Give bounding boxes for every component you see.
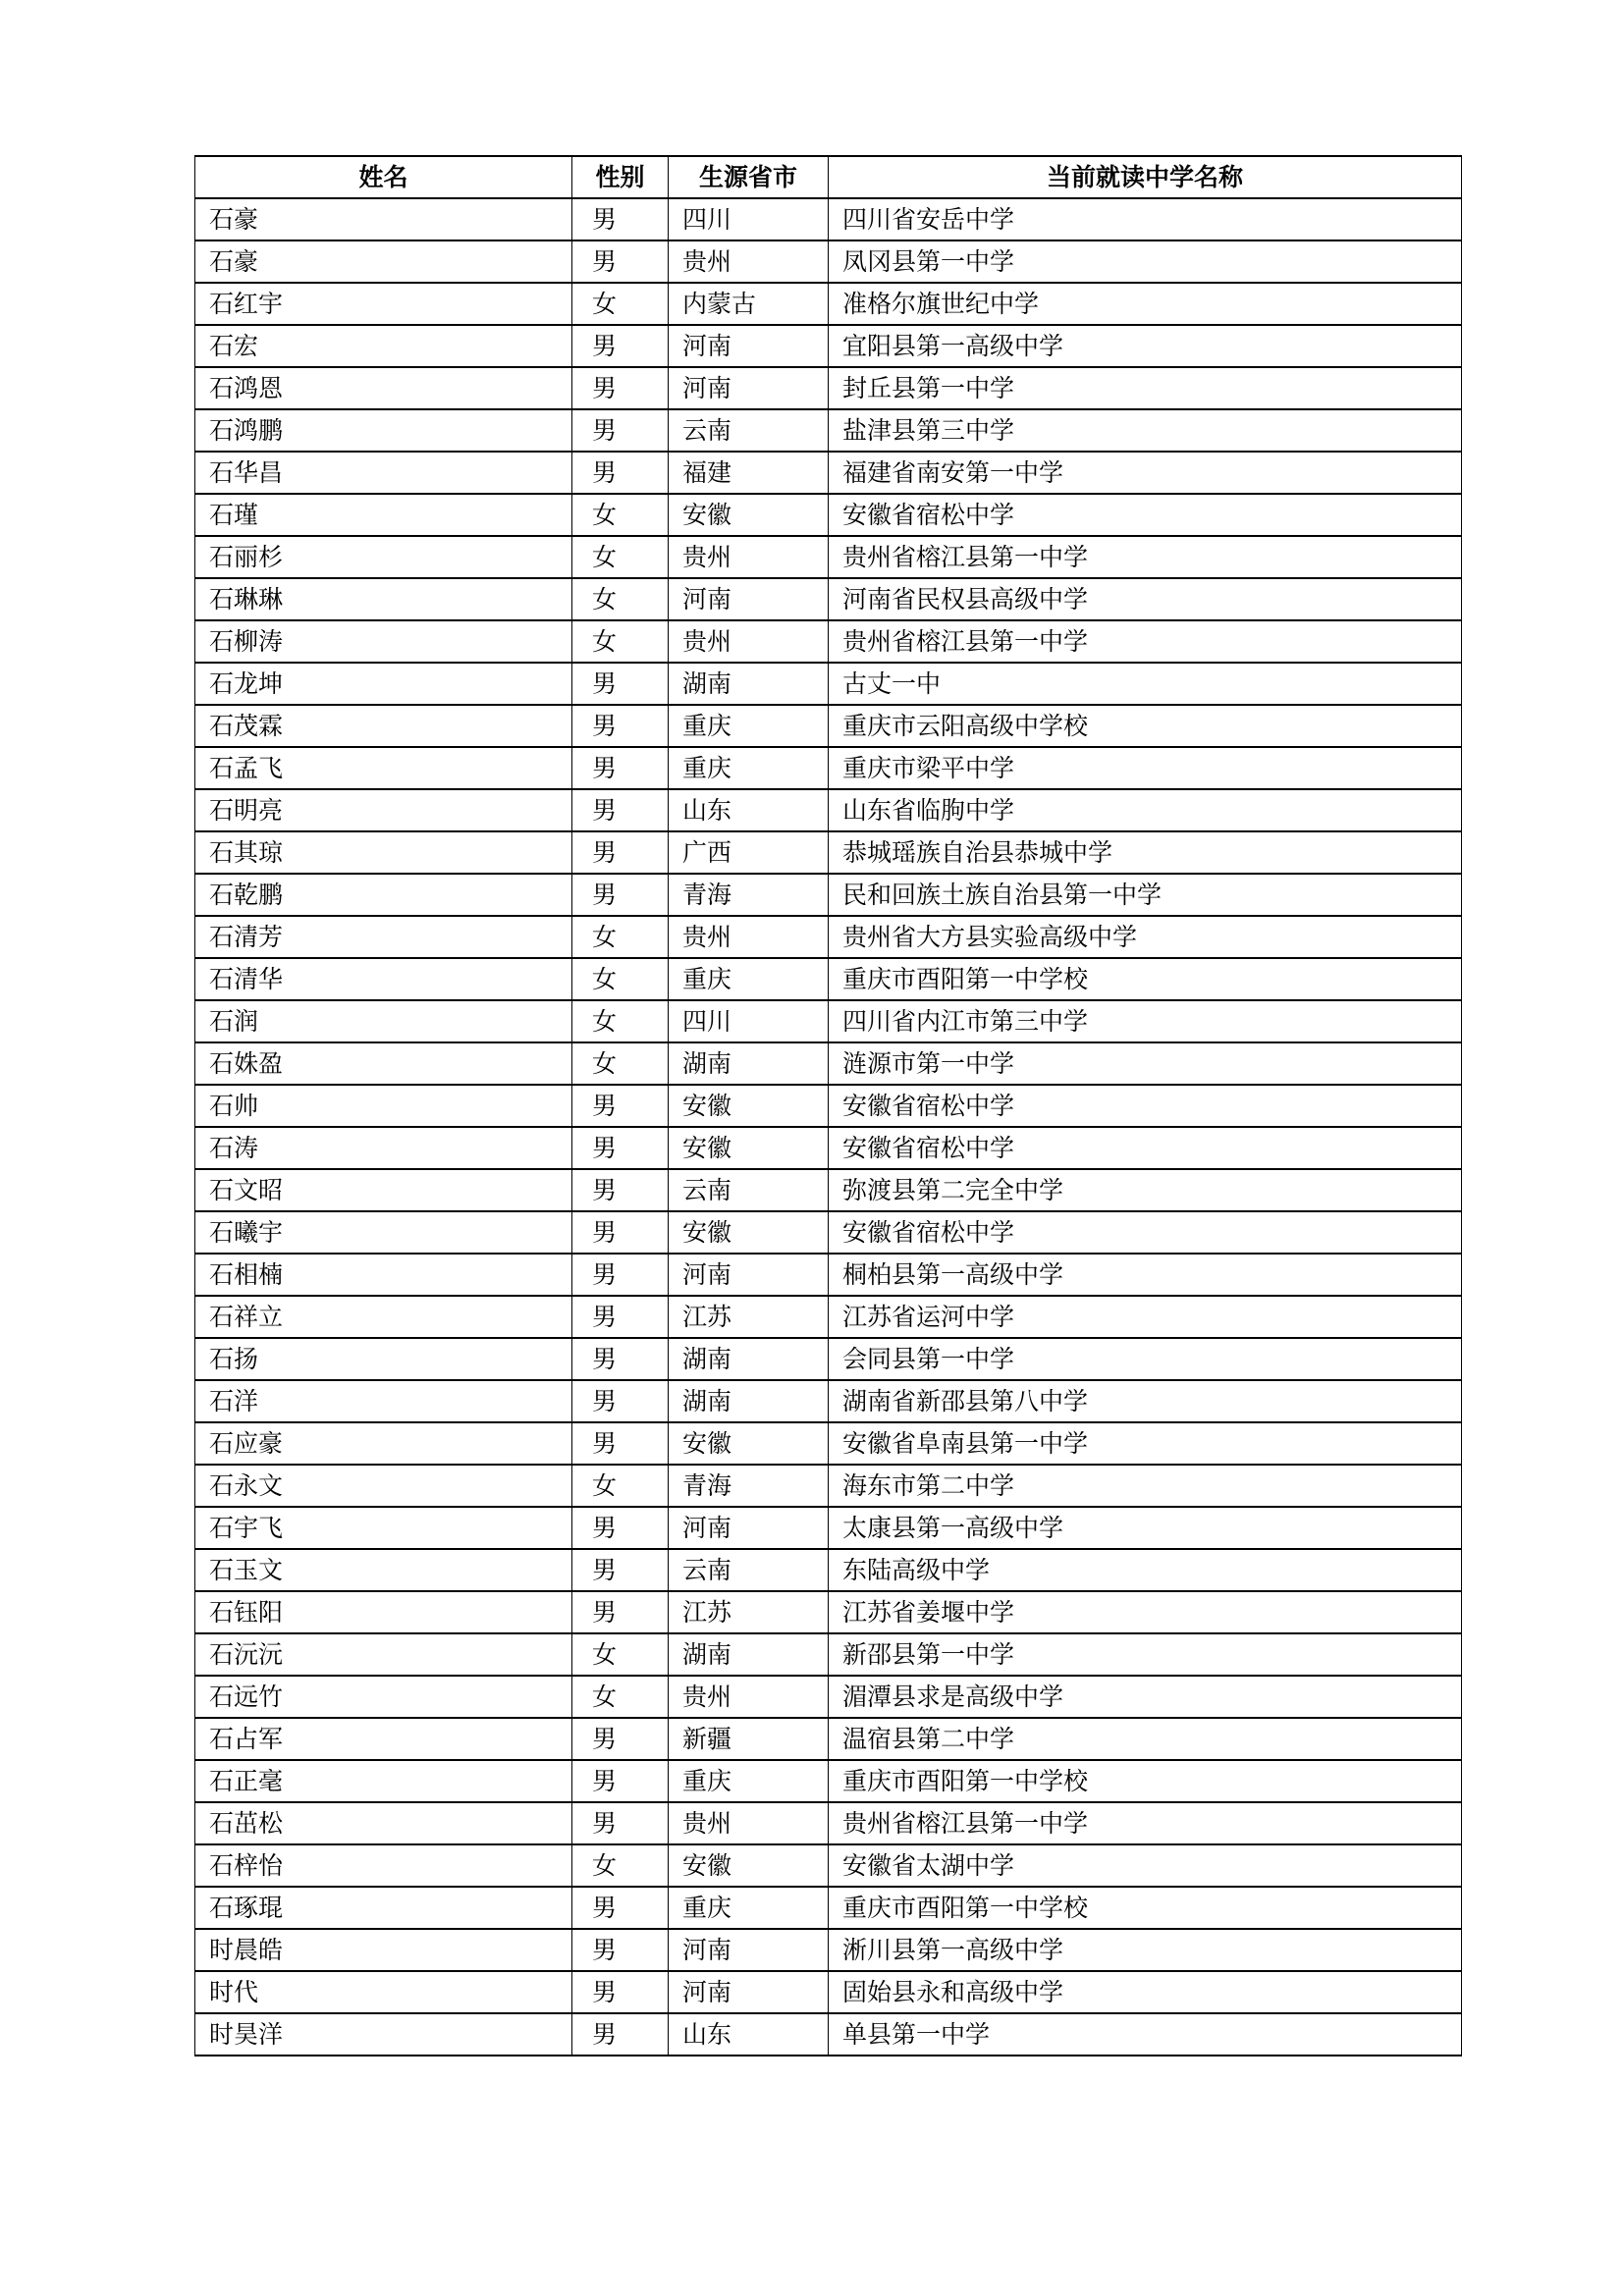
cell-gender: 男 [572, 1718, 669, 1760]
table-row [195, 409, 1462, 452]
table-row [195, 1929, 1462, 1971]
cell-province: 安徽 [669, 1085, 829, 1127]
cell-school: 重庆市酉阳第一中学校 [829, 958, 1462, 1000]
cell-gender: 男 [572, 705, 669, 747]
cell-school: 封丘县第一中学 [829, 367, 1462, 409]
table-row [195, 789, 1462, 831]
cell-school: 宜阳县第一高级中学 [829, 325, 1462, 367]
cell-province: 安徽 [669, 1127, 829, 1169]
cell-school: 安徽省宿松中学 [829, 1085, 1462, 1127]
cell-province: 河南 [669, 1971, 829, 2013]
cell-school: 凤冈县第一中学 [829, 240, 1462, 283]
cell-name: 时代 [195, 1971, 572, 2013]
cell-gender: 男 [572, 663, 669, 705]
cell-name: 石姝盈 [195, 1042, 572, 1085]
cell-school: 海东市第二中学 [829, 1465, 1462, 1507]
cell-name: 石梓怡 [195, 1844, 572, 1887]
cell-province: 重庆 [669, 958, 829, 1000]
cell-province: 云南 [669, 1169, 829, 1211]
cell-school: 江苏省运河中学 [829, 1296, 1462, 1338]
cell-school: 民和回族土族自治县第一中学 [829, 874, 1462, 916]
cell-gender: 男 [572, 1085, 669, 1127]
cell-school: 重庆市梁平中学 [829, 747, 1462, 789]
cell-school: 安徽省阜南县第一中学 [829, 1422, 1462, 1465]
cell-gender: 男 [572, 1422, 669, 1465]
cell-name: 石扬 [195, 1338, 572, 1380]
cell-province: 重庆 [669, 705, 829, 747]
cell-name: 石清华 [195, 958, 572, 1000]
cell-province: 贵州 [669, 620, 829, 663]
cell-province: 青海 [669, 874, 829, 916]
table-row [195, 1000, 1462, 1042]
cell-school: 桐柏县第一高级中学 [829, 1254, 1462, 1296]
student-table [194, 155, 1462, 2056]
cell-gender: 男 [572, 1127, 669, 1169]
cell-name: 石应豪 [195, 1422, 572, 1465]
cell-gender: 女 [572, 620, 669, 663]
cell-school: 温宿县第二中学 [829, 1718, 1462, 1760]
table-row [195, 198, 1462, 240]
cell-gender: 男 [572, 1929, 669, 1971]
table-header-row [195, 156, 1462, 198]
table-row [195, 620, 1462, 663]
cell-province: 重庆 [669, 1887, 829, 1929]
cell-gender: 男 [572, 789, 669, 831]
cell-school: 湄潭县求是高级中学 [829, 1676, 1462, 1718]
cell-name: 石文昭 [195, 1169, 572, 1211]
table-row [195, 325, 1462, 367]
cell-gender: 男 [572, 1507, 669, 1549]
cell-province: 河南 [669, 578, 829, 620]
table-row [195, 1380, 1462, 1422]
cell-name: 石豪 [195, 198, 572, 240]
cell-province: 湖南 [669, 1042, 829, 1085]
table-row [195, 1971, 1462, 2013]
cell-gender: 男 [572, 1254, 669, 1296]
cell-gender: 男 [572, 874, 669, 916]
cell-school: 盐津县第三中学 [829, 409, 1462, 452]
cell-province: 河南 [669, 1507, 829, 1549]
cell-name: 石红宇 [195, 283, 572, 325]
cell-gender: 女 [572, 1042, 669, 1085]
cell-province: 安徽 [669, 1211, 829, 1254]
cell-name: 石永文 [195, 1465, 572, 1507]
cell-province: 湖南 [669, 1633, 829, 1676]
cell-province: 贵州 [669, 1676, 829, 1718]
cell-name: 石琳琳 [195, 578, 572, 620]
cell-gender: 男 [572, 367, 669, 409]
cell-gender: 男 [572, 240, 669, 283]
table-row [195, 1085, 1462, 1127]
table-row [195, 1254, 1462, 1296]
cell-province: 湖南 [669, 663, 829, 705]
table-row [195, 2013, 1462, 2056]
table-row [195, 1549, 1462, 1591]
cell-name: 石乾鹏 [195, 874, 572, 916]
cell-province: 江苏 [669, 1591, 829, 1633]
table-row [195, 705, 1462, 747]
cell-gender: 女 [572, 958, 669, 1000]
cell-school: 单县第一中学 [829, 2013, 1462, 2056]
table-row [195, 1169, 1462, 1211]
cell-gender: 男 [572, 747, 669, 789]
table-row [195, 1296, 1462, 1338]
cell-province: 安徽 [669, 1844, 829, 1887]
table-row [195, 1887, 1462, 1929]
table-row [195, 1591, 1462, 1633]
cell-school: 固始县永和高级中学 [829, 1971, 1462, 2013]
cell-name: 石茂霖 [195, 705, 572, 747]
cell-province: 重庆 [669, 1760, 829, 1802]
cell-name: 石鸿鹏 [195, 409, 572, 452]
cell-gender: 女 [572, 578, 669, 620]
table-row [195, 1042, 1462, 1085]
cell-school: 安徽省太湖中学 [829, 1844, 1462, 1887]
header-school: 当前就读中学名称 [829, 156, 1462, 198]
cell-province: 贵州 [669, 536, 829, 578]
table-row [195, 747, 1462, 789]
table-row [195, 1211, 1462, 1254]
cell-school: 会同县第一中学 [829, 1338, 1462, 1380]
table-row [195, 1507, 1462, 1549]
cell-gender: 男 [572, 409, 669, 452]
cell-name: 石瑾 [195, 494, 572, 536]
table-row [195, 536, 1462, 578]
table-row [195, 663, 1462, 705]
cell-province: 内蒙古 [669, 283, 829, 325]
cell-school: 四川省安岳中学 [829, 198, 1462, 240]
table-row [195, 1844, 1462, 1887]
cell-gender: 男 [572, 325, 669, 367]
table-row [195, 452, 1462, 494]
cell-gender: 女 [572, 1844, 669, 1887]
cell-school: 贵州省榕江县第一中学 [829, 1802, 1462, 1844]
cell-name: 石孟飞 [195, 747, 572, 789]
cell-gender: 男 [572, 1296, 669, 1338]
cell-gender: 男 [572, 2013, 669, 2056]
cell-school: 重庆市酉阳第一中学校 [829, 1760, 1462, 1802]
cell-school: 河南省民权县高级中学 [829, 578, 1462, 620]
table-row [195, 367, 1462, 409]
cell-gender: 男 [572, 1971, 669, 2013]
cell-school: 弥渡县第二完全中学 [829, 1169, 1462, 1211]
cell-name: 石琢琨 [195, 1887, 572, 1929]
cell-gender: 男 [572, 831, 669, 874]
table-row [195, 1760, 1462, 1802]
cell-name: 石华昌 [195, 452, 572, 494]
cell-gender: 男 [572, 1211, 669, 1254]
cell-name: 时昊洋 [195, 2013, 572, 2056]
cell-name: 石沅沅 [195, 1633, 572, 1676]
table-row [195, 1127, 1462, 1169]
cell-school: 安徽省宿松中学 [829, 494, 1462, 536]
cell-gender: 男 [572, 452, 669, 494]
table-row [195, 240, 1462, 283]
cell-school: 涟源市第一中学 [829, 1042, 1462, 1085]
cell-name: 石柳涛 [195, 620, 572, 663]
table-row [195, 283, 1462, 325]
cell-name: 石清芳 [195, 916, 572, 958]
cell-name: 石鸿恩 [195, 367, 572, 409]
table-row [195, 958, 1462, 1000]
table-row [195, 916, 1462, 958]
cell-name: 石豪 [195, 240, 572, 283]
cell-school: 东陆高级中学 [829, 1549, 1462, 1591]
cell-province: 云南 [669, 1549, 829, 1591]
cell-name: 石茁松 [195, 1802, 572, 1844]
cell-name: 石宏 [195, 325, 572, 367]
cell-name: 石丽杉 [195, 536, 572, 578]
cell-gender: 男 [572, 1549, 669, 1591]
table-row [195, 874, 1462, 916]
cell-school: 贵州省榕江县第一中学 [829, 536, 1462, 578]
table-row [195, 1465, 1462, 1507]
cell-name: 石涛 [195, 1127, 572, 1169]
cell-province: 湖南 [669, 1380, 829, 1422]
header-gender: 性别 [572, 156, 669, 198]
cell-province: 新疆 [669, 1718, 829, 1760]
cell-name: 石其琼 [195, 831, 572, 874]
cell-gender: 女 [572, 536, 669, 578]
cell-province: 湖南 [669, 1338, 829, 1380]
table-row [195, 1633, 1462, 1676]
cell-gender: 女 [572, 494, 669, 536]
cell-gender: 男 [572, 198, 669, 240]
cell-school: 重庆市云阳高级中学校 [829, 705, 1462, 747]
cell-province: 四川 [669, 198, 829, 240]
cell-province: 贵州 [669, 240, 829, 283]
cell-gender: 男 [572, 1591, 669, 1633]
cell-name: 石占军 [195, 1718, 572, 1760]
cell-province: 山东 [669, 789, 829, 831]
cell-province: 福建 [669, 452, 829, 494]
cell-name: 石相楠 [195, 1254, 572, 1296]
cell-province: 贵州 [669, 1802, 829, 1844]
cell-school: 安徽省宿松中学 [829, 1127, 1462, 1169]
cell-school: 太康县第一高级中学 [829, 1507, 1462, 1549]
table-row [195, 1338, 1462, 1380]
cell-name: 时晨皓 [195, 1929, 572, 1971]
cell-name: 石祥立 [195, 1296, 572, 1338]
cell-school: 山东省临朐中学 [829, 789, 1462, 831]
cell-name: 石钰阳 [195, 1591, 572, 1633]
cell-school: 江苏省姜堰中学 [829, 1591, 1462, 1633]
cell-name: 石帅 [195, 1085, 572, 1127]
cell-province: 四川 [669, 1000, 829, 1042]
cell-province: 安徽 [669, 494, 829, 536]
cell-gender: 女 [572, 1000, 669, 1042]
cell-province: 江苏 [669, 1296, 829, 1338]
cell-name: 石龙坤 [195, 663, 572, 705]
cell-gender: 男 [572, 1802, 669, 1844]
cell-province: 河南 [669, 1929, 829, 1971]
cell-school: 新邵县第一中学 [829, 1633, 1462, 1676]
cell-school: 贵州省大方县实验高级中学 [829, 916, 1462, 958]
cell-gender: 男 [572, 1338, 669, 1380]
cell-gender: 女 [572, 916, 669, 958]
cell-gender: 男 [572, 1760, 669, 1802]
table-row [195, 1676, 1462, 1718]
cell-province: 河南 [669, 325, 829, 367]
cell-school: 古丈一中 [829, 663, 1462, 705]
table-row [195, 1718, 1462, 1760]
cell-name: 石正毫 [195, 1760, 572, 1802]
table-row [195, 494, 1462, 536]
table-row [195, 1802, 1462, 1844]
cell-gender: 女 [572, 1465, 669, 1507]
cell-province: 山东 [669, 2013, 829, 2056]
cell-school: 湖南省新邵县第八中学 [829, 1380, 1462, 1422]
cell-gender: 女 [572, 283, 669, 325]
cell-province: 贵州 [669, 916, 829, 958]
cell-school: 四川省内江市第三中学 [829, 1000, 1462, 1042]
cell-province: 广西 [669, 831, 829, 874]
cell-gender: 男 [572, 1380, 669, 1422]
cell-name: 石明亮 [195, 789, 572, 831]
cell-school: 恭城瑶族自治县恭城中学 [829, 831, 1462, 874]
cell-province: 重庆 [669, 747, 829, 789]
header-name: 姓名 [195, 156, 572, 198]
cell-name: 石远竹 [195, 1676, 572, 1718]
cell-school: 福建省南安第一中学 [829, 452, 1462, 494]
cell-gender: 女 [572, 1633, 669, 1676]
cell-name: 石宇飞 [195, 1507, 572, 1549]
cell-province: 河南 [669, 1254, 829, 1296]
cell-province: 青海 [669, 1465, 829, 1507]
table-row [195, 831, 1462, 874]
cell-school: 安徽省宿松中学 [829, 1211, 1462, 1254]
cell-gender: 男 [572, 1169, 669, 1211]
cell-school: 重庆市酉阳第一中学校 [829, 1887, 1462, 1929]
table-row [195, 1422, 1462, 1465]
table-row [195, 578, 1462, 620]
cell-name: 石润 [195, 1000, 572, 1042]
cell-name: 石洋 [195, 1380, 572, 1422]
cell-name: 石玉文 [195, 1549, 572, 1591]
cell-school: 准格尔旗世纪中学 [829, 283, 1462, 325]
cell-province: 河南 [669, 367, 829, 409]
cell-school: 淅川县第一高级中学 [829, 1929, 1462, 1971]
cell-province: 云南 [669, 409, 829, 452]
cell-school: 贵州省榕江县第一中学 [829, 620, 1462, 663]
cell-gender: 男 [572, 1887, 669, 1929]
cell-gender: 女 [572, 1676, 669, 1718]
cell-name: 石曦宇 [195, 1211, 572, 1254]
cell-province: 安徽 [669, 1422, 829, 1465]
header-province: 生源省市 [669, 156, 829, 198]
